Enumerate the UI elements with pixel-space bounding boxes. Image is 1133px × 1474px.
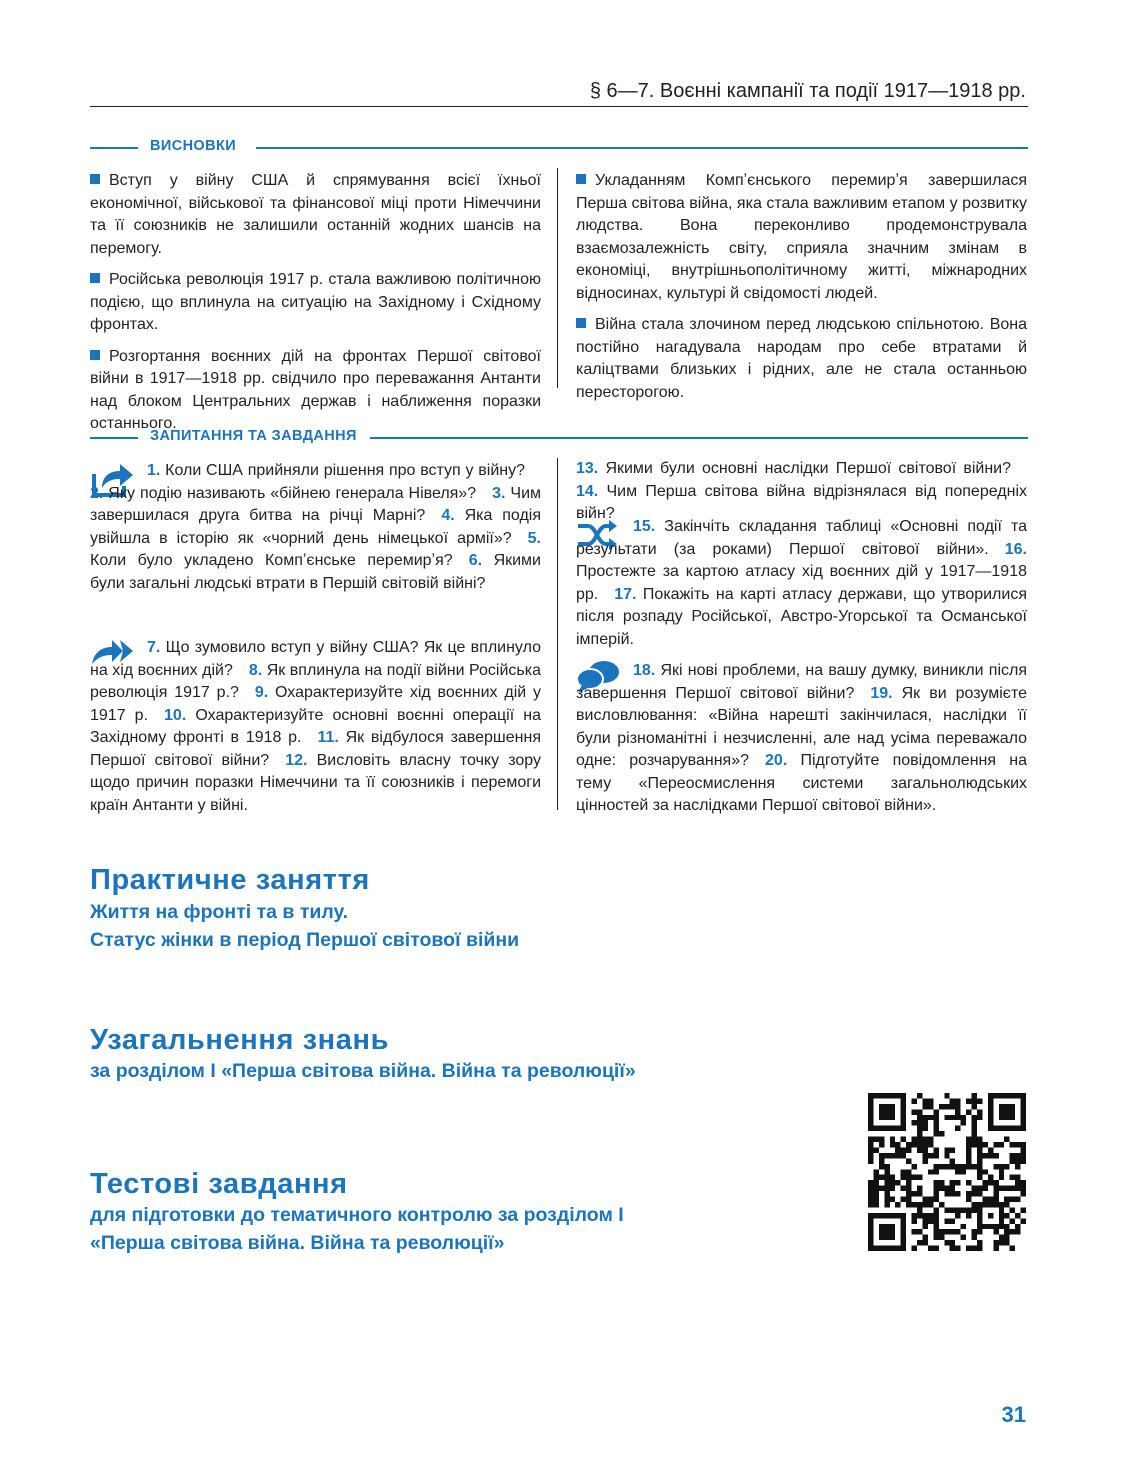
question-number: 19. xyxy=(870,684,893,702)
heading-rule-right xyxy=(256,147,1028,149)
question-text: Закінчіть складання таблиці «Основні події та результати (за роками) Першої світової війни». xyxy=(576,518,1028,558)
tests-subtitle-2: «Перша світова війна. Війна та революції» xyxy=(90,1232,505,1254)
question-number: 1. xyxy=(147,462,161,479)
question-number: 6. xyxy=(468,552,483,569)
qr-code-icon[interactable] xyxy=(868,1093,1026,1256)
practical-title: Практичне заняття xyxy=(90,864,370,896)
page-number: 31 xyxy=(1001,1402,1026,1427)
question-number: 13. xyxy=(576,460,599,477)
question-text: Яка подія увійшла в історію як «чорний день німецької армії»? xyxy=(90,507,542,547)
conclusion-item: Вступ у війну США й спрямування всієї їхньої економічної, військової та фінансової міці проти Німеччини та її союзників не залишили останній жодних шансів на перемогу. xyxy=(90,172,541,257)
practical-subtitle-1: Життя на фронті та в тилу. xyxy=(90,901,349,923)
conclusion-item: Розгортання воєнних дій на фронтах Першої світової війни в 1917—1918 рр. свідчило про переважання Антанти над блоком Центральних держав і наближення поразки останнього. xyxy=(90,347,541,432)
question-text: Коли було укладено Компʼєнське перемирʼя? xyxy=(90,552,453,569)
practical-subtitle-2: Статус жінки в період Першої світової війни xyxy=(90,929,520,951)
questions-block-4 xyxy=(576,660,1027,818)
question-number: 17. xyxy=(614,585,637,603)
generalization-title: Узагальнення знань xyxy=(90,1024,390,1056)
question-text: Охарактеризуйте хід воєнних дій у 1917 р. xyxy=(90,684,541,724)
bullet-square-icon xyxy=(576,174,586,184)
question-text: Що зумовило вступ у війну США? Як це вплинуло на хід воєнних дій? xyxy=(90,639,541,679)
tests-subtitle-1: для підготовки до тематичного контролю за розділом І xyxy=(90,1204,624,1226)
question-number: 16. xyxy=(1004,540,1027,558)
column-divider xyxy=(557,458,558,810)
heading-rule-left xyxy=(90,147,138,149)
conclusion-item: Війна стала злочином перед людською спільнотою. Вона постійно нагадувала народам про себе втратами й каліцтвами близьких і рідних, але не стала останньою пересторогою. xyxy=(576,316,1027,401)
question-number: 11. xyxy=(317,729,339,746)
question-text: Які нові проблеми, на вашу думку, виникли після завершення Першої світової війни? xyxy=(576,662,1027,702)
question-text: Висловіть власну точку зору щодо причин поразки Німеччини та її союзників і перемоги країн Антанти у війні. xyxy=(90,751,542,814)
question-number: 5. xyxy=(527,529,541,547)
question-text: Чим завершилася друга битва на річці Марні? xyxy=(90,484,542,524)
questions-heading xyxy=(90,428,1028,446)
question-number: 4. xyxy=(441,507,455,524)
question-text: Якими були основні наслідки Першої світової війни? xyxy=(605,460,1011,477)
running-header: § 6—7. Воєнні кампанії та події 1917—1918 рр. xyxy=(589,80,1026,102)
bullet-square-icon xyxy=(90,273,100,283)
question-number: 14. xyxy=(576,482,599,500)
question-number: 18. xyxy=(633,662,656,679)
generalization-subtitle: за розділом І «Перша світова війна. Війна та революції» xyxy=(90,1060,636,1082)
question-text: Як вплинула на події війни Російська революція 1917 р.? xyxy=(90,661,541,701)
questions-heading-label: ЗАПИТАННЯ ТА ЗАВДАННЯ xyxy=(150,428,357,444)
conclusions-heading xyxy=(90,138,1028,156)
question-number: 2. xyxy=(90,484,104,502)
question-text: Коли США прийняли рішення про вступ у війну? xyxy=(165,462,525,479)
conclusions-heading-label: ВИСНОВКИ xyxy=(150,138,237,154)
bullet-square-icon xyxy=(90,174,100,184)
heading-rule-right xyxy=(370,437,1028,439)
question-number: 12. xyxy=(285,751,308,769)
column-divider xyxy=(557,168,558,388)
question-number: 10. xyxy=(164,706,187,724)
question-text: Як ви розумієте висловлювання: «Війна нарешті закінчилася, наслідки її були різноманітні і незчисленні, але над усіма переважало одне: розчарування»? xyxy=(576,684,1027,769)
question-number: 8. xyxy=(248,661,263,679)
heading-rule-left xyxy=(90,437,138,439)
bullet-square-icon xyxy=(90,350,100,360)
question-text: Покажіть на карті атласу держави, що утворилися після розпаду Російської, Австро-Угорської та Османської імперій. xyxy=(576,585,1027,648)
question-text: Простежте за картою атласу хід воєнних дій у 1917—1918 рр. xyxy=(576,563,1027,603)
question-number: 15. xyxy=(633,518,656,535)
question-number: 9. xyxy=(254,684,269,701)
bullet-square-icon xyxy=(576,318,586,328)
conclusion-item: Російська революція 1917 р. стала важливою політичною подією, що вплинула на ситуацію на Західному і Східному фронтах. xyxy=(90,271,541,333)
question-text: Чим Перша світова війна відрізнялася від попередніх війн? xyxy=(576,482,1027,522)
question-text: Охарактеризуйте основні воєнні операції на Західному фронті в 1918 р. xyxy=(90,706,541,746)
questions-block-3 xyxy=(576,516,1027,651)
conclusion-item: Укладанням Компʼєнського перемирʼя завершилася Перша світова війна, яка стала важливим етапом у розвитку людства. Вона переконливо продемонструвала взаємозалежність світу, сприяла значним змінам в економіці, внутрішньополітичному житті, міжнародних відносинах, культурі й свідомості людей. xyxy=(576,172,1027,302)
questions-block-1 xyxy=(90,460,541,595)
question-number: 3. xyxy=(492,484,506,502)
question-text: Яку подію називають «бійнею генерала Нівеля»? xyxy=(108,484,477,502)
question-text: Якими були загальні людські втрати в Першій світовій війні? xyxy=(90,552,541,592)
questions-block-2 xyxy=(90,637,541,817)
question-number: 20. xyxy=(765,752,788,769)
question-number: 7. xyxy=(147,639,161,656)
question-text: Підготуйте повідомлення на тему «Переосмислення системи загальнолюдських цінностей за наслідками Першої світової війни». xyxy=(576,752,1027,814)
question-text: Як відбулося завершення Першої світової війни? xyxy=(90,729,541,769)
conclusions-right-column xyxy=(576,170,1027,413)
tests-title: Тестові завдання xyxy=(90,1168,348,1200)
header-rule xyxy=(90,106,1028,107)
conclusions-left-column xyxy=(90,170,541,445)
